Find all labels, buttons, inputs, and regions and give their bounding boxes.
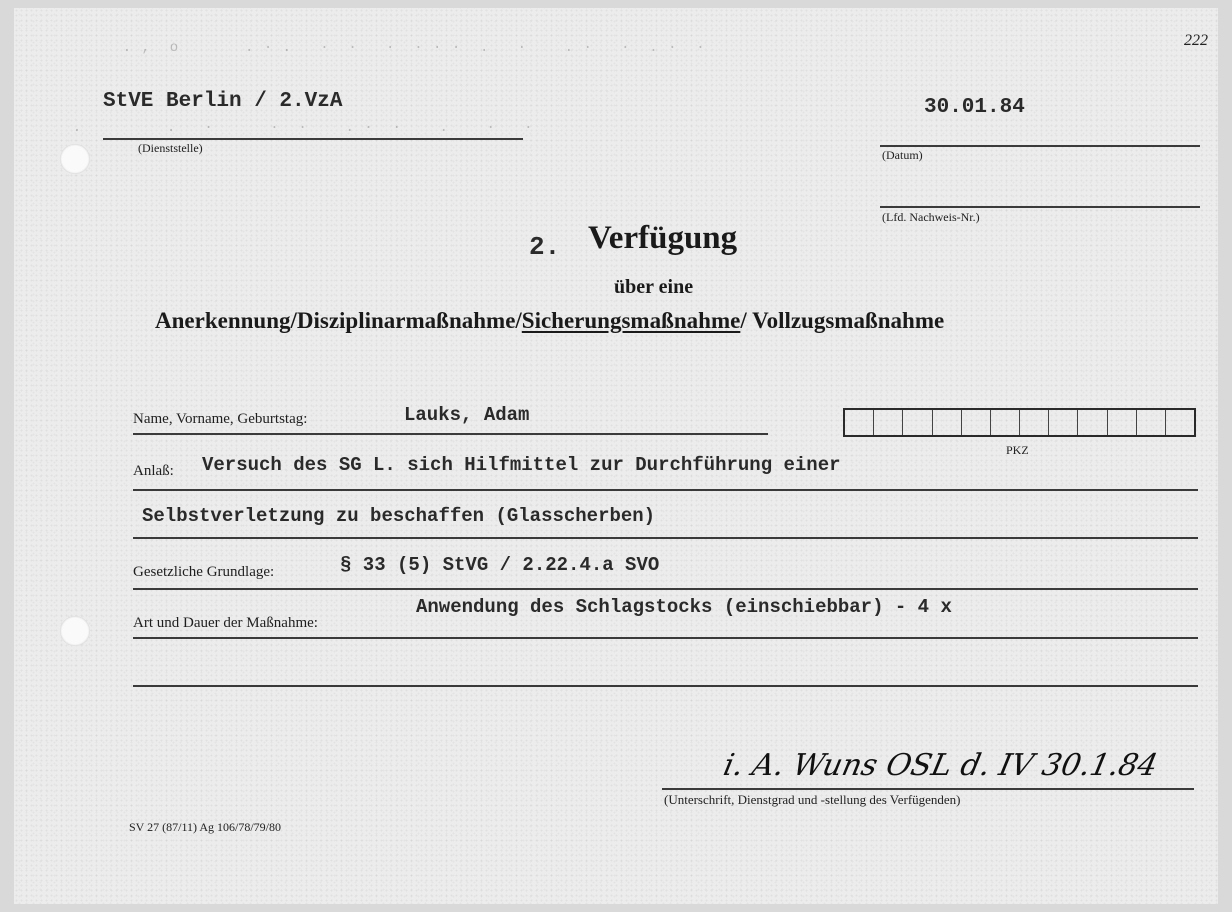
dienststelle-line: [103, 138, 523, 140]
name-value: Lauks, Adam: [404, 404, 530, 426]
measure-option-anerkennung-disziplinar: Anerkennung/Disziplinarmaßnahme/: [155, 308, 522, 333]
pkz-cell: [1078, 410, 1107, 435]
nachweis-label: (Lfd. Nachweis-Nr.): [882, 210, 980, 224]
anlass-line1: Versuch des SG L. sich Hilfmittel zur Durchführung einer: [202, 454, 841, 476]
art-label: Art und Dauer der Maßnahme:: [133, 615, 318, 631]
art-value: Anwendung des Schlagstocks (einschiebbar) - 4 x: [416, 596, 952, 618]
pkz-label: PKZ: [1006, 443, 1029, 457]
anlass-line: [133, 489, 1198, 491]
anlass-label: Anlaß:: [133, 463, 174, 479]
pkz-cell: [991, 410, 1020, 435]
grundlage-value: § 33 (5) StVG / 2.22.4.a SVO: [340, 554, 660, 576]
anlass-line2: Selbstverletzung zu beschaffen (Glasscherben): [142, 505, 656, 527]
name-label: Name, Vorname, Geburtstag:: [133, 411, 308, 427]
pkz-cell: [874, 410, 903, 435]
datum-line: [880, 145, 1200, 147]
datum-label: (Datum): [882, 148, 923, 162]
pkz-cell: [1020, 410, 1049, 435]
pkz-cell: [1108, 410, 1137, 435]
grundlage-line: [133, 588, 1198, 590]
form-subtitle: über eine: [614, 276, 694, 298]
datum-value: 30.01.84: [924, 96, 1025, 119]
pkz-cell: [903, 410, 932, 435]
form-code: SV 27 (87/11) Ag 106/78/79/80: [129, 820, 282, 834]
measure-options: [155, 308, 944, 334]
grundlage-label: Gesetzliche Grundlage:: [133, 564, 275, 580]
signature: i. A. Wuns OSL d. IV 30.1.84: [720, 748, 1161, 783]
measure-option-selected: Sicherungsmaßnahme: [521, 308, 741, 333]
dienststelle-label: (Dienststelle): [138, 141, 203, 155]
form-sheet: [14, 8, 1218, 904]
measure-option-vollzug: / Vollzugsmaßnahme: [740, 308, 945, 333]
pkz-cell: [1166, 410, 1194, 435]
signature-line: [662, 788, 1194, 790]
punch-hole: [60, 616, 90, 646]
art-line: [133, 637, 1198, 639]
signature-label: (Unterschrift, Dienstgrad und -stellung des Verfügenden): [664, 792, 961, 807]
bleed-through-text: . , o . · . · · · · · · . · . · · . · ·: [104, 40, 706, 56]
corner-mark: 222: [1184, 32, 1208, 49]
pkz-cell: [1049, 410, 1078, 435]
form-title: Verfügung: [588, 220, 738, 256]
dienststelle-value: StVE Berlin / 2.VzA: [103, 90, 343, 113]
nachweis-line: [880, 206, 1200, 208]
pkz-cell: [933, 410, 962, 435]
pkz-cell: [845, 410, 874, 435]
punch-hole: [60, 144, 90, 174]
pkz-cell: [1137, 410, 1166, 435]
art-line-extra: [133, 685, 1198, 687]
number-prefix: 2.: [529, 232, 561, 262]
name-line: [133, 433, 768, 435]
bleed-through-text: . . · · · . · · . · ·: [54, 120, 534, 136]
pkz-grid: [843, 408, 1196, 437]
anlass-line: [133, 537, 1198, 539]
pkz-cell: [962, 410, 991, 435]
